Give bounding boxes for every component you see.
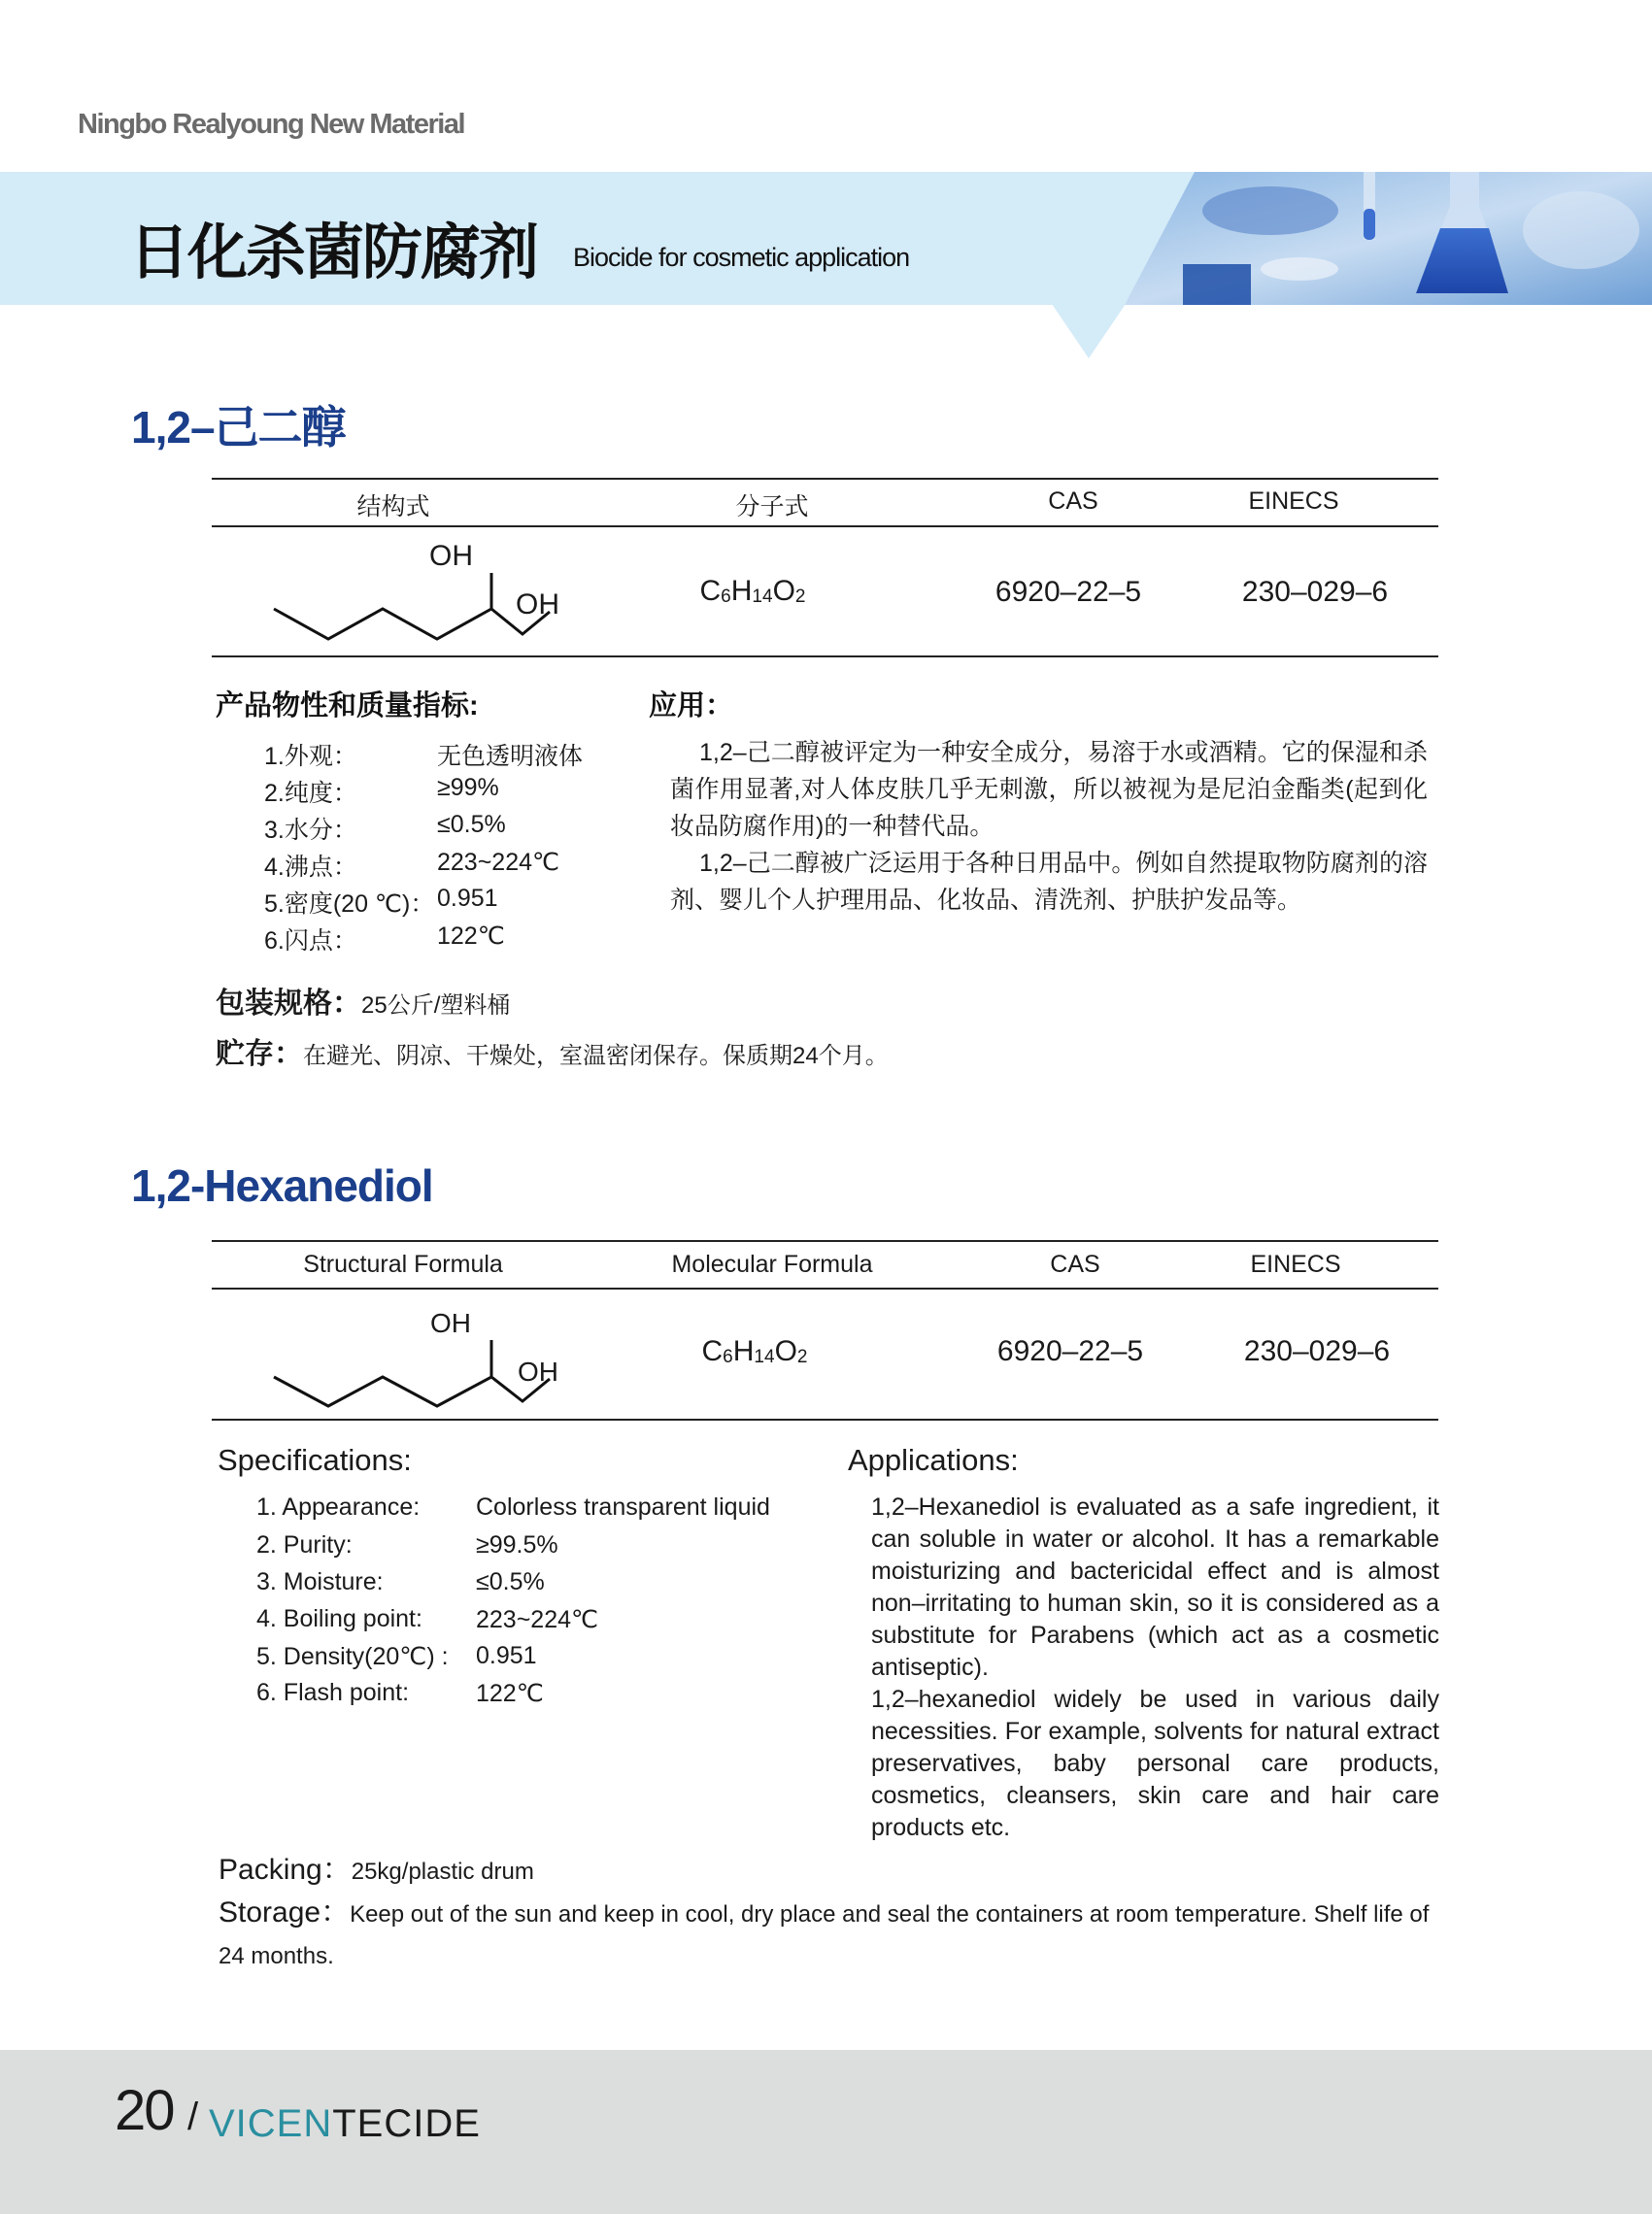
storage-value: Keep out of the sun and keep in cool, dry place and seal the containers at room temperature. Shelf life of 24 months. — [219, 1901, 1430, 1969]
header-einecs: EINECS — [1248, 487, 1339, 515]
spec-row — [264, 885, 434, 920]
spec-label: 4. Boiling point: — [256, 1605, 422, 1632]
spec-value: Colorless transparent liquid — [476, 1493, 770, 1521]
magazine-name — [209, 2102, 481, 2146]
storage-value: 在避光、阴凉、干燥处，室温密闭保存。保质期24个月。 — [303, 1043, 889, 1069]
formula-h: H — [732, 1335, 755, 1367]
table-bottom-rule — [212, 1419, 1438, 1421]
cas-value: 6920–22–5 — [996, 1335, 1144, 1367]
specs-heading-en: Specifications: — [218, 1443, 412, 1477]
lab-flask-photo — [1125, 172, 1652, 305]
magazine-name-accent: VICEN — [209, 2102, 333, 2145]
spec-label: 1. Appearance: — [256, 1493, 421, 1521]
application-paragraph-cn-1: 1,2–己二醇被评定为一种安全成分，易溶于水或酒精。它的保湿和杀菌作用显著,对人体皮肤几乎无刺激，所以被视为是尼泊金酯类(起到化妆品防腐作用)的一种替代品。 — [670, 739, 1428, 840]
packing-label: 包装规格： — [216, 988, 361, 1020]
spec-label: 6.闪点： — [264, 927, 357, 955]
packing-label: Packing： — [219, 1854, 352, 1886]
table-top-rule — [212, 478, 1438, 480]
spec-value: 122℃ — [476, 1680, 544, 1707]
molecular-formula — [672, 1335, 837, 1368]
carbon-chain — [274, 1377, 550, 1406]
spec-value: 223~224℃ — [437, 849, 560, 876]
spec-label: 2. Purity: — [256, 1531, 353, 1559]
applications-heading-cn: 应用： — [649, 690, 734, 721]
hydroxyl-label-top: OH — [429, 540, 473, 572]
spec-row — [264, 922, 357, 956]
cas-value: 6920–22–5 — [995, 576, 1142, 608]
formula-o-sub: 2 — [796, 1347, 808, 1367]
storage-label: 贮存： — [216, 1038, 303, 1070]
header-structure: 结构式 — [356, 493, 430, 520]
hydroxyl-label-right: OH — [516, 588, 559, 621]
spec-label: 3. Moisture: — [256, 1568, 384, 1595]
spec-value: ≥99.5% — [476, 1531, 558, 1559]
packing-cn — [216, 979, 510, 1022]
storage-cn — [216, 1029, 889, 1072]
spec-label: 5.密度(20 ℃)： — [264, 890, 435, 918]
formula-o: O — [772, 575, 795, 607]
carbon-chain — [274, 609, 550, 639]
banner-notch — [1052, 304, 1126, 358]
einecs-value: 230–029–6 — [1241, 576, 1389, 608]
page-title-en: Biocide for cosmetic application — [573, 243, 910, 272]
lab-photo-illustration — [1125, 172, 1652, 305]
page-title-cn: 日化杀菌防腐剂 — [129, 217, 538, 287]
spec-value: 122℃ — [437, 922, 505, 950]
formula-h-sub: 14 — [754, 1347, 775, 1367]
formula-h: H — [730, 575, 753, 607]
hydroxyl-label-top: OH — [430, 1308, 471, 1338]
table-header-rule — [212, 525, 1438, 527]
spec-row — [264, 737, 357, 772]
spec-value: ≤0.5% — [437, 811, 506, 838]
packing-value: 25公斤/塑料桶 — [361, 992, 511, 1019]
spec-label: 3.水分： — [264, 817, 357, 844]
formula-c: C — [701, 1335, 724, 1367]
spec-value: 0.951 — [476, 1642, 537, 1669]
spec-row — [264, 848, 357, 883]
packing-en — [219, 1845, 534, 1888]
magazine-name-rest: TECIDE — [332, 2102, 481, 2145]
application-paragraph-en-1: 1,2–Hexanediol is evaluated as a safe ingredient, it can soluble in water or alcohol. It has a remarkable moisturizing and bactericidal effect and is almost non–irritating to human skin, so it is considered as a substitute for Parabens (which act as a cosmetic antiseptic). — [871, 1493, 1439, 1681]
header-structure: Structural Formula — [303, 1251, 503, 1278]
spec-value: 无色透明液体 — [437, 743, 584, 770]
application-paragraph-en-2: 1,2–hexanediol widely be used in various daily necessities. For example, solvents for natural extract preservatives, baby personal care products, cosmetics, cleansers, skin care and hair care products etc. — [871, 1686, 1439, 1841]
hydroxyl-label-right: OH — [518, 1357, 558, 1387]
formula-c-sub: 6 — [721, 587, 731, 607]
formula-c-sub: 6 — [723, 1347, 733, 1367]
spec-value: 223~224℃ — [476, 1606, 599, 1633]
header-molecular: Molecular Formula — [671, 1251, 873, 1278]
spec-value: 0.951 — [437, 885, 498, 912]
spec-label: 5. Density(20℃) : — [256, 1643, 449, 1670]
application-paragraph-cn-2: 1,2–己二醇被广泛运用于各种日用品中。例如自然提取物防腐剂的溶剂、婴儿个人护理用品、化妆品、清洗剂、护肤护发品等。 — [670, 850, 1428, 914]
table-bottom-rule — [212, 655, 1438, 657]
molecular-formula — [670, 575, 835, 608]
spec-row — [264, 774, 357, 809]
spec-label: 2.纯度： — [264, 780, 357, 807]
section-title-en: 1,2-Hexanediol — [131, 1160, 433, 1211]
header-cas: CAS — [1048, 487, 1098, 515]
spec-row — [264, 811, 357, 846]
formula-o-sub: 2 — [794, 587, 806, 607]
packing-value: 25kg/plastic drum — [351, 1859, 534, 1885]
formula-h-sub: 14 — [752, 587, 773, 607]
table-header-rule — [212, 1288, 1438, 1290]
formula-o: O — [774, 1335, 797, 1367]
storage-en — [219, 1894, 1442, 1979]
spec-label: 6. Flash point: — [256, 1679, 410, 1706]
spec-label: 4.沸点： — [264, 854, 357, 881]
spec-label: 1.外观： — [264, 743, 357, 770]
header-cas: CAS — [1050, 1251, 1100, 1278]
einecs-value: 230–029–6 — [1243, 1335, 1391, 1367]
header-molecular: 分子式 — [735, 493, 809, 520]
formula-c: C — [699, 575, 722, 607]
spec-value: ≥99% — [437, 774, 499, 801]
spec-value: ≤0.5% — [476, 1568, 545, 1595]
storage-label: Storage： — [219, 1896, 351, 1929]
company-name: Ningbo Realyoung New Material — [78, 109, 464, 140]
page-number: 20 — [115, 2079, 174, 2142]
table-top-rule — [212, 1240, 1438, 1242]
applications-heading-en: Applications: — [848, 1443, 1019, 1477]
specs-heading-cn: 产品物性和质量指标: — [216, 690, 479, 721]
header-einecs: EINECS — [1250, 1251, 1341, 1278]
section-title-cn: 1,2–己二醇 — [131, 402, 346, 453]
page-slash: / — [187, 2096, 199, 2138]
